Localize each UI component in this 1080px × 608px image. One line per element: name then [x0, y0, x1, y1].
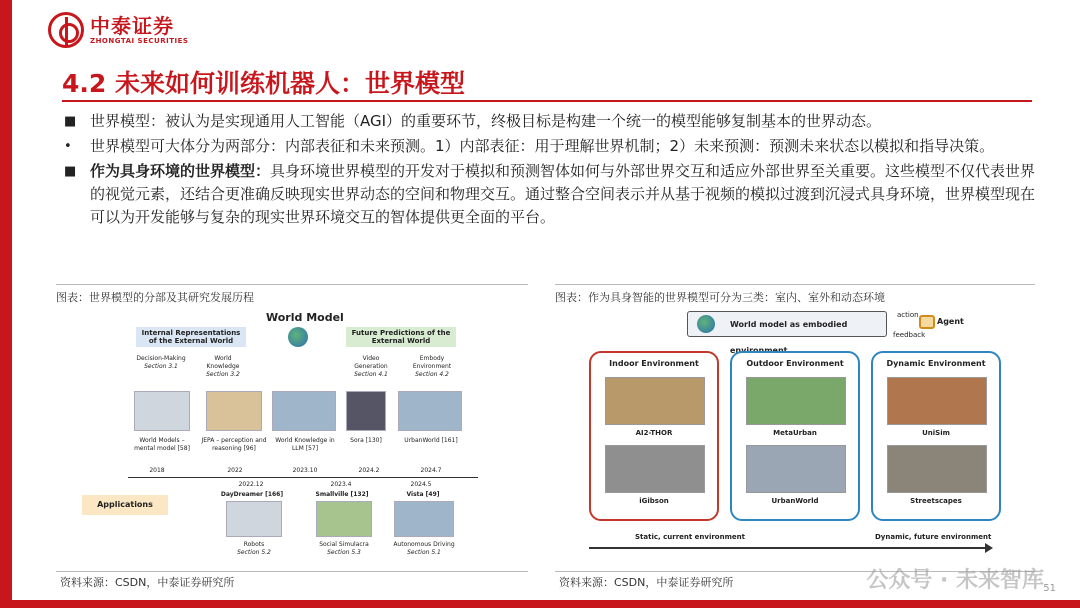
right-source: 资料来源：CSDN，中泰证券研究所 [559, 576, 734, 589]
work-label: World Models – mental model [58] [134, 437, 190, 452]
env-image [605, 377, 705, 425]
year-label: 2024.5 [410, 481, 432, 488]
env-item: iGibson [639, 497, 669, 505]
env-image [746, 377, 846, 425]
env-title: Dynamic Environment [886, 359, 986, 368]
figure-title: World Model [266, 311, 344, 324]
bullet-mark: • [64, 139, 72, 154]
year-label: 2022.12 [238, 481, 264, 488]
env-image [887, 377, 987, 425]
work-thumbnail [272, 391, 336, 431]
work-label: JEPA – perception and reasoning [96] [201, 437, 267, 452]
watermark: 公众号 · 未来智库 [866, 568, 1044, 593]
year-label: 2023.10 [292, 467, 318, 474]
bullet-bold-lead: 作为具身环境的世界模型： [90, 162, 271, 180]
app-name: DayDreamer [166] [220, 491, 284, 498]
app-thumbnail [226, 501, 282, 537]
internal-box: Internal Representations of the External World [136, 327, 246, 347]
static-label: Static, current environment [635, 533, 745, 541]
year-label: 2018 [149, 467, 165, 474]
app-name: Smallville [132] [315, 491, 369, 498]
agent-label: Agent [937, 317, 964, 326]
left-accent-bar [0, 0, 12, 600]
app-domain: Robots Section 5.2 [237, 541, 271, 556]
app-thumbnail [316, 501, 372, 537]
logo-icon [48, 12, 84, 48]
work-label: UrbanWorld [161] [404, 437, 458, 444]
bullet-text: 具身环境世界模型的开发对于模拟和预测智体如何与外部世界交互和适应外部世界至关重要。这些模型不仅代表世界的视觉元素，还结合更准确反映现实世界动态的空间和物理交互。通过整合空间表示并从基于视频的模拟过渡到沉浸式具身环境，世界模型现在可以为开发能够与复杂的现实世界环境交互的智体提供更全面的平台。 [90, 162, 1036, 226]
company-logo [48, 12, 188, 48]
env-item: AI2-THOR [635, 429, 673, 437]
topic-label: Embody Environment Section 4.2 [412, 355, 452, 378]
right-figure-panel [555, 284, 1035, 594]
arrow-head-icon [985, 543, 993, 553]
app-domain: Social Simulacra Section 5.3 [319, 541, 369, 556]
feedback-label: feedback [893, 331, 926, 339]
work-thumbnail [346, 391, 386, 431]
app-thumbnail [394, 501, 454, 537]
title-divider [62, 100, 1032, 102]
topic-label: Decision-Making Section 3.1 [136, 355, 186, 370]
app-domain: Autonomous Driving Section 5.1 [393, 541, 455, 556]
world-model-taxonomy-figure [76, 307, 516, 567]
bullet-2 [64, 135, 1039, 158]
env-item: UniSim [922, 429, 950, 437]
env-title: Outdoor Environment [746, 359, 844, 368]
right-caption: 图表：作为具身智能的世界模型可分为三类：室内、室外和动态环境 [555, 291, 885, 304]
dynamic-label: Dynamic, future environment [875, 533, 992, 541]
bullet-mark: ■ [64, 164, 77, 179]
year-label: 2022 [227, 467, 243, 474]
topic-label: Video Generation Section 4.1 [354, 355, 388, 378]
bullet-list [64, 110, 1039, 231]
app-name: Vista [49] [406, 491, 440, 498]
env-item: Streetscapes [910, 497, 962, 505]
logo-en: ZHONGTAI SECURITIES [90, 37, 189, 45]
topic-label: World Knowledge Section 3.2 [206, 355, 240, 378]
env-title: Indoor Environment [609, 359, 699, 368]
work-label: World Knowledge in LLM [57] [275, 437, 335, 452]
logo-cn: 中泰证券 [90, 14, 174, 38]
timeline-axis [128, 477, 478, 478]
outdoor-env-card [730, 351, 860, 521]
left-source: 资料来源：CSDN，中泰证券研究所 [60, 576, 235, 589]
robot-icon [919, 315, 935, 329]
globe-icon [288, 327, 308, 347]
indoor-env-card [589, 351, 719, 521]
future-box: Future Predictions of the External World [346, 327, 456, 347]
embodied-env-figure [575, 307, 1025, 573]
left-figure-panel [56, 284, 528, 594]
bullet-text: 世界模型：被认为是实现通用人工智能（AGI）的重要环节，终极目标是构建一个统一的模型能够复制基本的世界动态。 [90, 112, 882, 130]
year-label: 2024.7 [420, 467, 442, 474]
globe-icon [697, 315, 715, 333]
work-thumbnail [134, 391, 190, 431]
dynamic-env-card [871, 351, 1001, 521]
action-label: action [897, 311, 919, 319]
work-label: Sora [130] [350, 437, 382, 444]
env-image [887, 445, 987, 493]
arrow-line [589, 547, 989, 549]
bullet-mark: ■ [64, 114, 77, 129]
applications-box: Applications [82, 495, 168, 515]
left-caption: 图表：世界模型的分部及其研究发展历程 [56, 291, 254, 304]
slide-title: 4.2 未来如何训练机器人：世界模型 [62, 69, 465, 98]
year-label: 2024.2 [358, 467, 380, 474]
bullet-1 [64, 110, 1039, 133]
bullet-text: 世界模型可大体分为两部分：内部表征和未来预测。1）内部表征：用于理解世界机制；2）未来预测：预测未来状态以模拟和指导决策。 [90, 137, 995, 155]
env-image [605, 445, 705, 493]
source-divider [56, 571, 528, 572]
env-item: UrbanWorld [771, 497, 819, 505]
year-label: 2023.4 [330, 481, 352, 488]
bottom-accent-bar [0, 600, 1080, 608]
world-model-box: World model as embodied environment [687, 311, 887, 337]
env-item: MetaUrban [773, 429, 817, 437]
work-thumbnail [398, 391, 462, 431]
work-thumbnail [206, 391, 262, 431]
page-number: 51 [1043, 583, 1056, 594]
bullet-3 [64, 160, 1039, 229]
env-image [746, 445, 846, 493]
